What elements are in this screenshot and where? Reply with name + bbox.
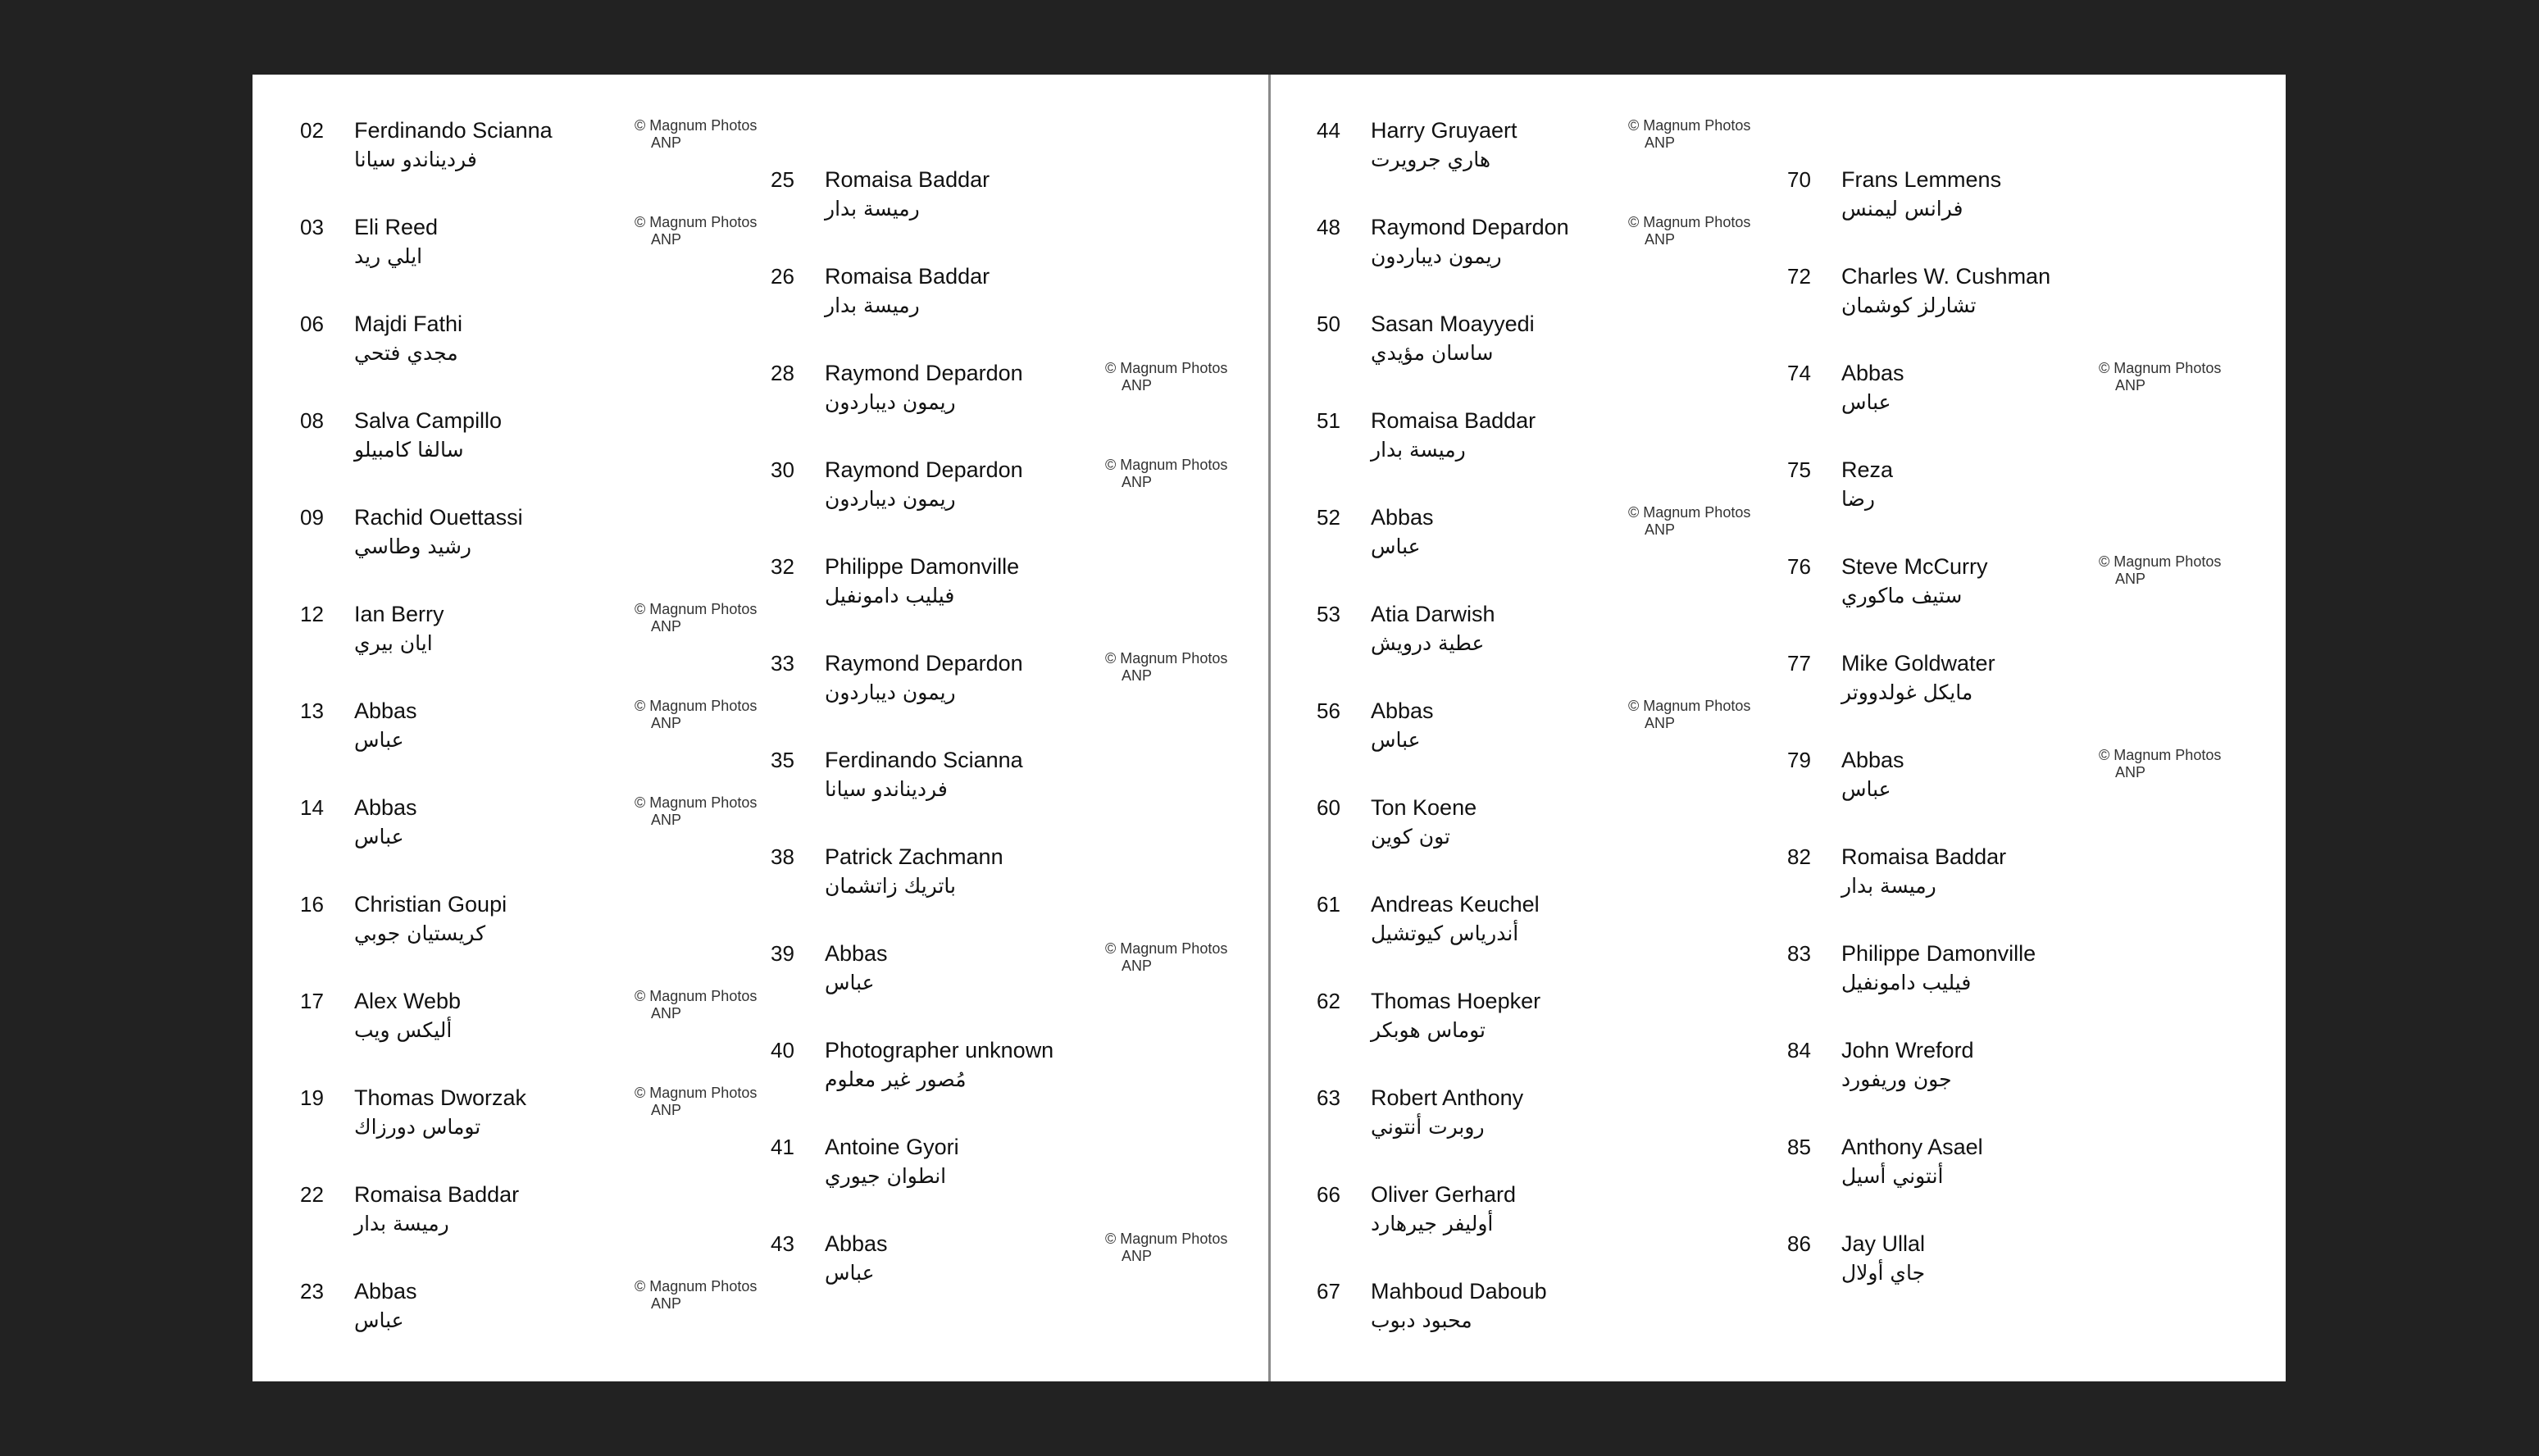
- credit-entry: [300, 1083, 758, 1180]
- photographer-name: Christian Goupi: [354, 892, 507, 917]
- photographer-name: Ferdinando Scianna: [825, 748, 1023, 772]
- page-number: 03: [300, 215, 324, 239]
- photographer-name-arabic: عباس: [354, 1308, 404, 1332]
- page-number: 13: [300, 698, 324, 723]
- photo-agency-credit: [635, 117, 757, 152]
- credit-entry: [1787, 1035, 2214, 1132]
- photographer-name-arabic: فيليب دامونفيل: [825, 584, 955, 607]
- credit-agency: ANP: [651, 618, 682, 635]
- credit-entry: [300, 309, 726, 406]
- credit-line: © Magnum Photos: [1628, 504, 1751, 521]
- photographer-name: Ton Koene: [1371, 795, 1477, 820]
- photographer-name: Abbas: [1371, 505, 1434, 530]
- page-number: 22: [300, 1182, 324, 1207]
- credit-entry: [1317, 212, 1751, 309]
- credit-entry: [300, 986, 758, 1083]
- page-number: 02: [300, 118, 324, 143]
- credit-agency: ANP: [1645, 715, 1676, 731]
- page-number: 28: [771, 361, 794, 385]
- credit-line: © Magnum Photos: [1628, 214, 1751, 230]
- page-number: 40: [771, 1038, 794, 1062]
- credit-entry: [300, 116, 758, 212]
- photographer-name: Ian Berry: [354, 602, 444, 626]
- photographer-name: Romaisa Baddar: [1371, 408, 1536, 433]
- photographer-name-arabic: فرديناندو سيانا: [354, 148, 477, 171]
- photographer-name: Raymond Depardon: [825, 361, 1023, 385]
- credit-line: © Magnum Photos: [635, 117, 758, 134]
- photographer-name: Abbas: [825, 1231, 888, 1256]
- photographer-name: Abbas: [1841, 361, 1904, 385]
- photographer-name-arabic: ايلي ريد: [354, 244, 423, 268]
- photographer-name: Romaisa Baddar: [825, 264, 990, 289]
- credit-line: © Magnum Photos: [635, 698, 758, 714]
- photographer-name: Abbas: [354, 1279, 417, 1304]
- photographer-name-arabic: رميسة بدار: [354, 1212, 449, 1235]
- page-number: 08: [300, 408, 324, 433]
- photographer-name-arabic: تون كوين: [1371, 825, 1450, 849]
- photo-agency-credit: [2099, 360, 2221, 394]
- photographer-name-arabic: عباس: [825, 971, 875, 994]
- page-number: 67: [1317, 1279, 1340, 1304]
- credit-entry: [1787, 939, 2214, 1035]
- page-number: 56: [1317, 698, 1340, 723]
- credit-entry: [300, 599, 758, 696]
- photo-agency-credit: [1628, 214, 1750, 248]
- page-number: 60: [1317, 795, 1340, 820]
- left-page-column-2: [771, 165, 1228, 1326]
- photographer-name-arabic: فرانس ليمنس: [1841, 197, 1963, 221]
- photographer-name-arabic: توماس دورزاك: [354, 1115, 481, 1139]
- page-number: 44: [1317, 118, 1340, 143]
- page-number: 77: [1787, 651, 1811, 676]
- credit-line: © Magnum Photos: [635, 214, 758, 230]
- left-page-column-1: [300, 116, 758, 1373]
- photographer-name: Rachid Ouettassi: [354, 505, 523, 530]
- photographer-name: Anthony Asael: [1841, 1135, 1983, 1159]
- page-number: 41: [771, 1135, 794, 1159]
- page-number: 79: [1787, 748, 1811, 772]
- credit-line: © Magnum Photos: [635, 1085, 758, 1101]
- credit-agency: ANP: [651, 1102, 682, 1118]
- credit-entry: [1787, 358, 2222, 455]
- credit-line: © Magnum Photos: [1105, 940, 1228, 957]
- page-number: 86: [1787, 1231, 1811, 1256]
- photographer-name-arabic: محبود دبوب: [1371, 1308, 1472, 1332]
- photographer-name: Eli Reed: [354, 215, 439, 239]
- photographer-name-arabic: باتريك زاتشمان: [825, 874, 957, 898]
- photographer-name-arabic: رضا: [1841, 487, 1875, 511]
- credit-entry: [1787, 1132, 2214, 1229]
- credit-entry: [1787, 648, 2214, 745]
- page-number: 14: [300, 795, 324, 820]
- photo-agency-credit: [635, 214, 757, 248]
- page-number: 62: [1317, 989, 1340, 1013]
- credit-entry: [771, 745, 1197, 842]
- photographer-name-arabic: فيليب دامونفيل: [1841, 971, 1972, 994]
- photographer-name-arabic: عباس: [1841, 390, 1891, 414]
- page-number: 61: [1317, 892, 1340, 917]
- photographer-name-arabic: توماس هوبكر: [1371, 1018, 1486, 1042]
- photographer-name-arabic: رشيد وطاسي: [354, 535, 472, 558]
- photographer-name-arabic: سالفا كامبيلو: [354, 438, 464, 462]
- photographer-name: Antoine Gyori: [825, 1135, 959, 1159]
- photo-agency-credit: [1105, 457, 1227, 491]
- photographer-name-arabic: عباس: [354, 728, 404, 752]
- photographer-name: Jay Ullal: [1841, 1231, 1926, 1256]
- credit-line: © Magnum Photos: [635, 1278, 758, 1294]
- photographer-name: Raymond Depardon: [1371, 215, 1569, 239]
- credit-entry: [771, 1229, 1228, 1326]
- credit-entry: [1317, 503, 1751, 599]
- page-number: 84: [1787, 1038, 1811, 1062]
- right-page-column-1: [1317, 116, 1751, 1373]
- photographer-name: Abbas: [1841, 748, 1904, 772]
- page-number: 16: [300, 892, 324, 917]
- photographer-name-arabic: ريمون ديباردون: [1371, 244, 1502, 268]
- photographer-name-arabic: رميسة بدار: [1371, 438, 1466, 462]
- credit-entry: [1317, 986, 1743, 1083]
- photographer-name-arabic: انطوان جيوري: [825, 1164, 947, 1188]
- page-number: 09: [300, 505, 324, 530]
- photo-agency-credit: [1628, 117, 1750, 152]
- credit-line: © Magnum Photos: [1105, 360, 1228, 376]
- photographer-name: Andreas Keuchel: [1371, 892, 1540, 917]
- credit-line: © Magnum Photos: [1628, 117, 1751, 134]
- photo-agency-credit: [635, 1278, 757, 1313]
- photographer-name-arabic: ريمون ديباردون: [825, 390, 956, 414]
- credit-entry: [1787, 165, 2214, 262]
- photographer-name-arabic: جون وريفورد: [1841, 1067, 1952, 1091]
- photographer-name-arabic: رميسة بدار: [825, 197, 920, 221]
- right-page-column-2: [1787, 165, 2222, 1326]
- photographer-name-arabic: عباس: [1841, 777, 1891, 801]
- page-number: 50: [1317, 312, 1340, 336]
- page-number: 52: [1317, 505, 1340, 530]
- credit-agency: ANP: [1122, 958, 1153, 974]
- credit-agency: ANP: [1645, 231, 1676, 248]
- page-number: 26: [771, 264, 794, 289]
- page-number: 74: [1787, 361, 1811, 385]
- photo-agency-credit: [1105, 360, 1227, 394]
- photographer-name-arabic: أندرياس كيوتشيل: [1371, 921, 1519, 945]
- credit-entry: [300, 212, 758, 309]
- page-number: 83: [1787, 941, 1811, 966]
- photographer-name-arabic: ايان بيري: [354, 631, 433, 655]
- photographer-name: Thomas Hoepker: [1371, 989, 1541, 1013]
- credit-entry: [1317, 890, 1743, 986]
- photographer-name-arabic: تشارلز كوشمان: [1841, 293, 1977, 317]
- photographer-name: Philippe Damonville: [825, 554, 1020, 579]
- photographer-name-arabic: ستيف ماكوري: [1841, 584, 1963, 607]
- photographer-name: Philippe Damonville: [1841, 941, 2036, 966]
- photographer-name-arabic: أنتوني أسيل: [1841, 1164, 1944, 1188]
- credit-line: © Magnum Photos: [2099, 553, 2222, 570]
- credit-entry: [1317, 1083, 1743, 1180]
- credit-agency: ANP: [651, 231, 682, 248]
- photographer-name: Robert Anthony: [1371, 1085, 1524, 1110]
- credit-agency: ANP: [1645, 521, 1676, 538]
- credit-entry: [771, 165, 1197, 262]
- photographer-name-arabic: عباس: [354, 825, 404, 849]
- page-gutter: [1268, 75, 1271, 1381]
- photographer-name: Ferdinando Scianna: [354, 118, 553, 143]
- photo-agency-credit: [635, 601, 757, 635]
- photographer-name-arabic: أليكس ويب: [354, 1018, 453, 1042]
- credit-entry: [1317, 309, 1743, 406]
- photographer-name: Romaisa Baddar: [825, 167, 990, 192]
- credit-line: © Magnum Photos: [2099, 747, 2222, 763]
- credit-line: © Magnum Photos: [635, 988, 758, 1004]
- page-number: 39: [771, 941, 794, 966]
- photographer-name: Thomas Dworzak: [354, 1085, 527, 1110]
- credit-agency: ANP: [1122, 1248, 1153, 1264]
- page-number: 38: [771, 844, 794, 869]
- page-number: 32: [771, 554, 794, 579]
- credit-agency: ANP: [651, 715, 682, 731]
- page-number: 70: [1787, 167, 1811, 192]
- credit-entry: [300, 406, 726, 503]
- credit-entry: [1317, 406, 1743, 503]
- credit-agency: ANP: [1122, 377, 1153, 394]
- photographer-name-arabic: هاري جرويرت: [1371, 148, 1490, 171]
- photographer-name: Oliver Gerhard: [1371, 1182, 1517, 1207]
- credit-entry: [1787, 455, 2214, 552]
- credit-entry: [1787, 745, 2222, 842]
- credit-entry: [771, 939, 1228, 1035]
- photo-agency-credit: [1628, 698, 1750, 732]
- page-number: 43: [771, 1231, 794, 1256]
- book-spread: [253, 75, 2286, 1381]
- page-number: 30: [771, 457, 794, 482]
- credit-agency: ANP: [1122, 667, 1153, 684]
- page-number: 51: [1317, 408, 1340, 433]
- photographer-name-arabic: عباس: [1371, 728, 1421, 752]
- credit-entry: [1317, 599, 1743, 696]
- photo-agency-credit: [1105, 1231, 1227, 1265]
- photographer-name: Mike Goldwater: [1841, 651, 1995, 676]
- photographer-name-arabic: رميسة بدار: [1841, 874, 1936, 898]
- photographer-name: Sasan Moayyedi: [1371, 312, 1535, 336]
- photographer-name: Raymond Depardon: [825, 457, 1023, 482]
- credit-entry: [771, 262, 1197, 358]
- page-number: 76: [1787, 554, 1811, 579]
- page-number: 12: [300, 602, 324, 626]
- photographer-name-arabic: ساسان مؤيدي: [1371, 341, 1494, 365]
- photographer-name-arabic: عباس: [825, 1261, 875, 1285]
- page-number: 06: [300, 312, 324, 336]
- photographer-name: John Wreford: [1841, 1038, 1974, 1062]
- page-number: 19: [300, 1085, 324, 1110]
- page-number: 75: [1787, 457, 1811, 482]
- photographer-name-arabic: روبرت أنتوني: [1371, 1115, 1485, 1139]
- photographer-name: Abbas: [1371, 698, 1434, 723]
- photographer-name: Steve McCurry: [1841, 554, 1988, 579]
- photographer-name: Abbas: [354, 698, 417, 723]
- photo-agency-credit: [2099, 553, 2221, 588]
- credit-entry: [300, 1180, 726, 1276]
- photographer-name: Reza: [1841, 457, 1894, 482]
- credit-entry: [1317, 116, 1751, 212]
- credit-agency: ANP: [651, 1295, 682, 1312]
- page-number: 85: [1787, 1135, 1811, 1159]
- photo-agency-credit: [635, 1085, 757, 1119]
- page-number: 53: [1317, 602, 1340, 626]
- credit-entry: [1787, 552, 2222, 648]
- photo-agency-credit: [2099, 747, 2221, 781]
- photographer-name-arabic: مجدي فتحي: [354, 341, 458, 365]
- credit-line: © Magnum Photos: [1628, 698, 1751, 714]
- photographer-name-arabic: رميسة بدار: [825, 293, 920, 317]
- credit-entry: [771, 552, 1197, 648]
- credit-entry: [1317, 696, 1751, 793]
- photographer-name-arabic: ريمون ديباردون: [825, 487, 956, 511]
- photo-agency-credit: [1105, 940, 1227, 975]
- credit-entry: [1787, 842, 2214, 939]
- photographer-name: Romaisa Baddar: [1841, 844, 2007, 869]
- photographer-name-arabic: مُصور غير معلوم: [825, 1067, 967, 1091]
- photographer-name: Salva Campillo: [354, 408, 503, 433]
- credit-agency: ANP: [651, 812, 682, 828]
- credit-entry: [771, 1035, 1197, 1132]
- photographer-name: Charles W. Cushman: [1841, 264, 2051, 289]
- credit-entry: [300, 503, 726, 599]
- photographer-name-arabic: عباس: [1371, 535, 1421, 558]
- page-number: 33: [771, 651, 794, 676]
- photographer-name: Abbas: [825, 941, 888, 966]
- page-number: 48: [1317, 215, 1340, 239]
- photographer-name-arabic: ريمون ديباردون: [825, 680, 956, 704]
- credit-entry: [1317, 1180, 1743, 1276]
- page-number: 17: [300, 989, 324, 1013]
- photographer-name: Atia Darwish: [1371, 602, 1495, 626]
- credit-entry: [771, 358, 1228, 455]
- credit-entry: [771, 648, 1228, 745]
- credit-entry: [300, 890, 726, 986]
- credit-agency: ANP: [1122, 474, 1153, 490]
- page-number: 82: [1787, 844, 1811, 869]
- credit-entry: [300, 1276, 758, 1373]
- credit-entry: [771, 455, 1228, 552]
- credit-line: © Magnum Photos: [635, 601, 758, 617]
- photo-agency-credit: [1628, 504, 1750, 539]
- photo-agency-credit: [635, 794, 757, 829]
- credit-agency: ANP: [2115, 764, 2146, 780]
- credit-entry: [1787, 262, 2214, 358]
- photographer-name: Majdi Fathi: [354, 312, 463, 336]
- credit-agency: ANP: [1645, 134, 1676, 151]
- credit-entry: [1317, 793, 1743, 890]
- photo-agency-credit: [635, 988, 757, 1022]
- photographer-name: Abbas: [354, 795, 417, 820]
- photographer-name-arabic: كريستيان جوبي: [354, 921, 486, 945]
- credit-entry: [1787, 1229, 2214, 1326]
- credit-agency: ANP: [651, 134, 682, 151]
- photographer-name-arabic: أوليفر جيرهارد: [1371, 1212, 1494, 1235]
- credit-entry: [771, 1132, 1197, 1229]
- photo-agency-credit: [635, 698, 757, 732]
- page-number: 66: [1317, 1182, 1340, 1207]
- page-number: 25: [771, 167, 794, 192]
- photographer-name-arabic: جاي أولال: [1841, 1261, 1926, 1285]
- photographer-name: Romaisa Baddar: [354, 1182, 520, 1207]
- photo-agency-credit: [1105, 650, 1227, 685]
- page-number: 72: [1787, 264, 1811, 289]
- photographer-name: Harry Gruyaert: [1371, 118, 1517, 143]
- photographer-name-arabic: مايكل غولدووتر: [1841, 680, 1973, 704]
- credit-line: © Magnum Photos: [1105, 650, 1228, 667]
- photographer-name: Photographer unknown: [825, 1038, 1054, 1062]
- photographer-name: Raymond Depardon: [825, 651, 1023, 676]
- credit-entry: [771, 842, 1197, 939]
- photographer-name: Mahboud Daboub: [1371, 1279, 1547, 1304]
- credit-line: © Magnum Photos: [635, 794, 758, 811]
- credit-agency: ANP: [2115, 571, 2146, 587]
- photographer-name: Alex Webb: [354, 989, 462, 1013]
- photographer-name-arabic: فرديناندو سيانا: [825, 777, 948, 801]
- photographer-name: Patrick Zachmann: [825, 844, 1003, 869]
- page-number: 35: [771, 748, 794, 772]
- credit-agency: ANP: [651, 1005, 682, 1021]
- photographer-name: Frans Lemmens: [1841, 167, 2002, 192]
- credit-line: © Magnum Photos: [2099, 360, 2222, 376]
- credit-entry: [1317, 1276, 1743, 1373]
- credit-line: © Magnum Photos: [1105, 1231, 1228, 1247]
- credit-line: © Magnum Photos: [1105, 457, 1228, 473]
- credit-entry: [300, 793, 758, 890]
- page-number: 63: [1317, 1085, 1340, 1110]
- photographer-name-arabic: عطية درويش: [1371, 631, 1485, 655]
- credit-entry: [300, 696, 758, 793]
- credit-agency: ANP: [2115, 377, 2146, 394]
- page-number: 23: [300, 1279, 324, 1304]
